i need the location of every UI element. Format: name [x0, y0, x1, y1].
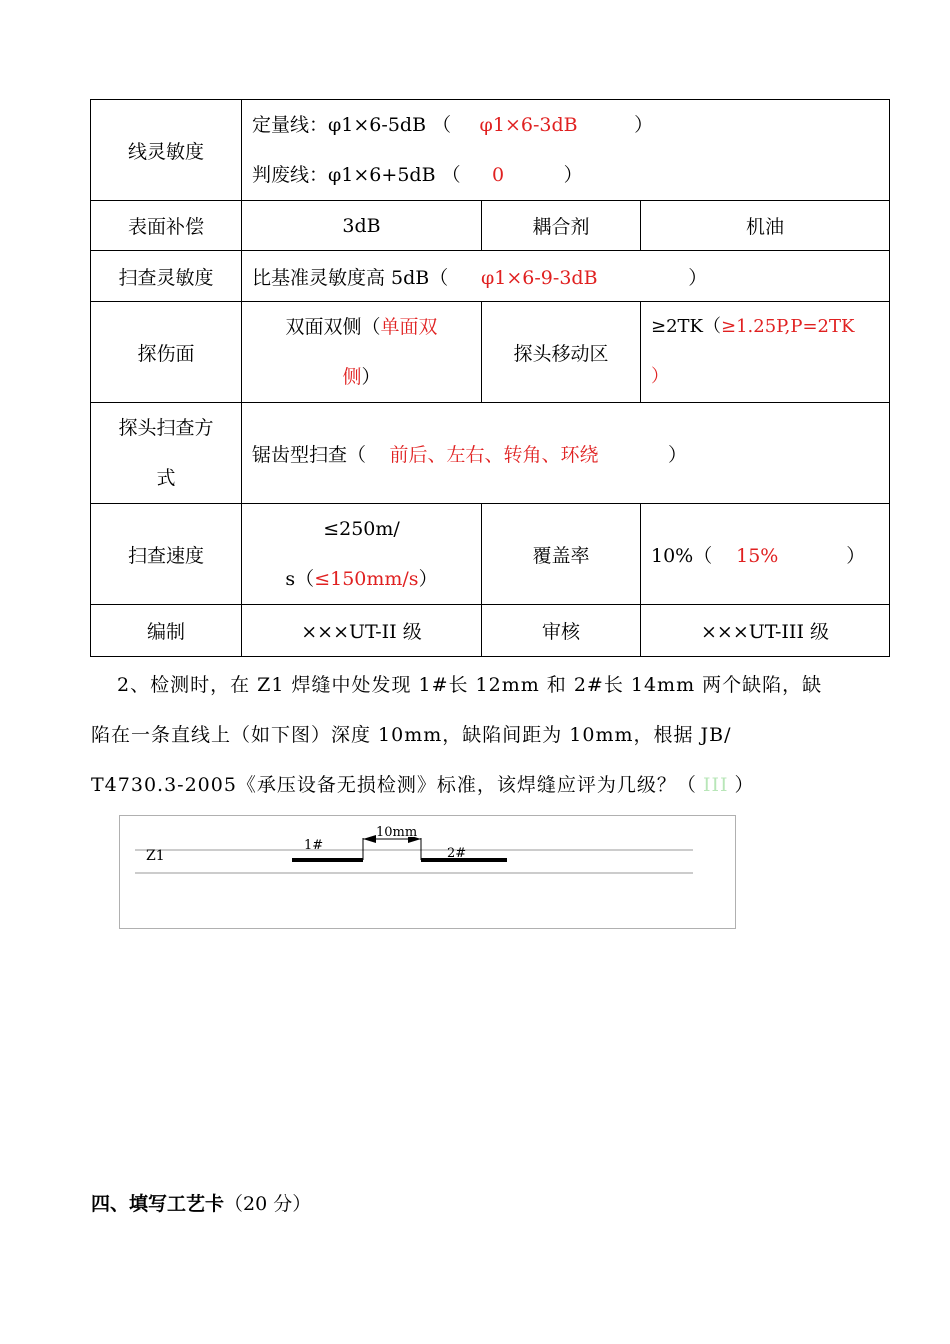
answer-text: 前后、左右、转角、环绕 — [389, 443, 599, 466]
row-label: 表面补偿 — [91, 201, 242, 251]
weld-defect-diagram — [119, 815, 736, 929]
question-line: 2、检测时，在 Z1 焊缝中处发现 1#长 12mm 和 2#长 14mm 两个缺陷，缺 — [117, 674, 823, 696]
probe-area-cell: ≥2TK（≥1.25P,P=2TK ） — [641, 302, 890, 403]
scan-speed-cell: ≤250m/ s（≤150mm/s） — [242, 504, 482, 605]
table-row — [91, 504, 890, 605]
inspection-surface-cell: 双面双侧（单面双 侧） — [242, 302, 482, 403]
process-card-table — [90, 99, 890, 657]
answer-text: 侧 — [342, 366, 362, 388]
answer-text: ≥1.25P,P=2TK — [721, 316, 855, 337]
row-label: 编制 — [91, 605, 242, 657]
reject-line: 判废线：φ1×6+5dB （ 0 ） — [252, 150, 889, 200]
section-heading: 四、填写工艺卡（20 分） — [91, 1193, 312, 1215]
weld-label: Z1 — [146, 848, 165, 864]
row-label: 扫查灵敏度 — [91, 251, 242, 302]
row-label: 审核 — [482, 605, 641, 657]
answer-text: φ1×6-9-3dB — [480, 266, 598, 289]
defect-1-label: 1# — [304, 838, 324, 853]
question-2 — [91, 660, 871, 810]
quantitative-line: 定量线：φ1×6-5dB （ φ1×6-3dB ） — [252, 100, 889, 150]
table-row — [91, 100, 890, 201]
scan-sensitivity-cell: 比基准灵敏度高 5dB（ φ1×6-9-3dB ） — [242, 251, 890, 302]
table-row — [91, 201, 890, 251]
question-line: T4730.3-2005《承压设备无损检测》标准，该焊缝应评为几级？（ III ） — [91, 774, 755, 796]
cell-value: 机油 — [641, 201, 890, 251]
scan-method-cell: 锯齿型扫查（ 前后、左右、转角、环绕 ） — [242, 403, 890, 504]
row-label: 覆盖率 — [482, 504, 641, 605]
answer-text: φ1×6-3dB — [479, 114, 578, 136]
weld-defect-svg — [120, 816, 735, 928]
cell-value: 3dB — [242, 201, 482, 251]
answer-text: III — [702, 774, 729, 796]
row-label: 探伤面 — [91, 302, 242, 403]
answer-text: 单面双 — [380, 316, 438, 338]
answer-text: ≤150mm/s — [314, 568, 419, 590]
row-label: 探头扫查方 式 — [91, 403, 242, 504]
defect-2-label: 2# — [447, 846, 467, 861]
row-label: 耦合剂 — [482, 201, 641, 251]
line-sensitivity-cell — [242, 100, 890, 201]
table-row — [91, 302, 890, 403]
row-label: 线灵敏度 — [91, 100, 242, 201]
coverage-cell: 10%（ 15% ） — [641, 504, 890, 605]
cell-value: ×××UT-III 级 — [641, 605, 890, 657]
question-line: 陷在一条直线上（如下图）深度 10mm，缺陷间距为 10mm，根据 JB/ — [91, 724, 732, 746]
row-label: 探头移动区 — [482, 302, 641, 403]
cell-value: ×××UT-II 级 — [242, 605, 482, 657]
table-row — [91, 605, 890, 657]
row-label: 扫查速度 — [91, 504, 242, 605]
table-row — [91, 251, 890, 302]
answer-text: 15% — [736, 544, 779, 567]
arrow-left — [363, 835, 376, 843]
table-row — [91, 403, 890, 504]
spacing-label: 10mm — [376, 825, 418, 840]
defect-1-bar — [292, 858, 363, 862]
answer-text: 0 — [492, 164, 505, 186]
